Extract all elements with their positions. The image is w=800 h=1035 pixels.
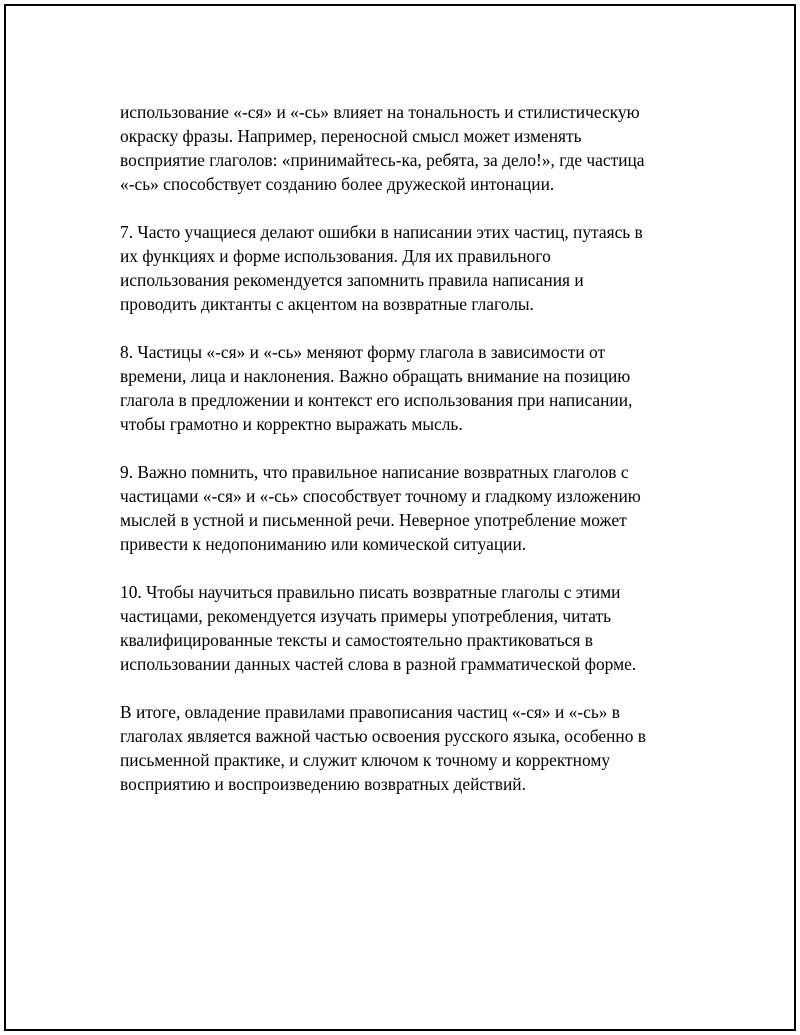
text-line: частицами, рекомендуется изучать примеры употребления, читать: [120, 606, 612, 626]
text-line: глагола в предложении и контекст его использования при написании,: [120, 390, 633, 410]
document-page: [4, 4, 796, 1031]
text-line: использования рекомендуется запомнить правила написания и: [120, 270, 584, 290]
text-line: глаголах является важной частью освоения русского языка, особенно в: [120, 726, 646, 746]
text-line: восприятие глаголов: «принимайтесь-ка, ребята, за дело!», где частица: [120, 150, 645, 170]
paragraph-item-8: [120, 340, 695, 436]
text-line: 8. Частицы «-ся» и «-сь» меняют форму глагола в зависимости от: [120, 342, 606, 362]
text-line: В итоге, овладение правилами правописания частиц «-ся» и «-сь» в: [120, 702, 621, 722]
paragraph-conclusion: [120, 700, 695, 796]
text-line: привести к недопониманию или комической ситуации.: [120, 534, 527, 554]
text-line: 7. Часто учащиеся делают ошибки в написании этих частиц, путаясь в: [120, 222, 643, 242]
text-line: чтобы грамотно и корректно выражать мысль.: [120, 414, 463, 434]
text-line: их функциях и форме использования. Для их правильного: [120, 246, 551, 266]
text-line: восприятию и воспроизведению возвратных действий.: [120, 774, 526, 794]
text-line: квалифицированные тексты и самостоятельно практиковаться в: [120, 630, 593, 650]
text-line: 10. Чтобы научиться правильно писать возвратные глаголы с этими: [120, 582, 621, 602]
document-body: [120, 100, 695, 820]
paragraph-continuation: [120, 100, 695, 196]
text-line: «-сь» способствует созданию более дружеской интонации.: [120, 174, 555, 194]
paragraph-item-9: [120, 460, 695, 556]
text-line: письменной практике, и служит ключом к точному и корректному: [120, 750, 611, 770]
paragraph-item-7: [120, 220, 695, 316]
text-line: времени, лица и наклонения. Важно обращать внимание на позицию: [120, 366, 631, 386]
text-line: окраску фразы. Например, переносной смысл может изменять: [120, 126, 582, 146]
text-line: использование «-ся» и «-сь» влияет на тональность и стилистическую: [120, 102, 640, 122]
text-line: использовании данных частей слова в разной грамматической форме.: [120, 654, 637, 674]
text-line: 9. Важно помнить, что правильное написание возвратных глаголов с: [120, 462, 629, 482]
text-line: мыслей в устной и письменной речи. Неверное употребление может: [120, 510, 627, 530]
text-line: проводить диктанты с акцентом на возвратные глаголы.: [120, 294, 534, 314]
paragraph-item-10: [120, 580, 695, 676]
text-line: частицами «-ся» и «-сь» способствует точному и гладкому изложению: [120, 486, 641, 506]
